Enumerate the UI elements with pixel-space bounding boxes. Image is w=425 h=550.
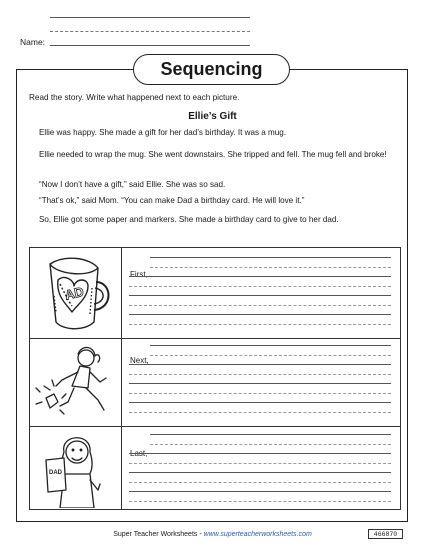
writing-line[interactable]	[150, 355, 391, 356]
row-label-first: First,	[130, 270, 148, 279]
writing-line[interactable]	[129, 482, 391, 483]
writing-line[interactable]	[129, 276, 391, 277]
worksheet-title: Sequencing	[133, 54, 290, 85]
footer-url[interactable]: www.superteacherworksheets.com	[203, 531, 312, 538]
writing-line[interactable]	[129, 314, 391, 315]
writing-line[interactable]	[129, 295, 391, 296]
writing-line[interactable]	[129, 402, 391, 403]
writing-line[interactable]	[129, 364, 391, 365]
writing-line[interactable]	[150, 345, 391, 346]
mug-text: AD	[63, 283, 86, 303]
story-paragraph-2: Ellie needed to wrap the mug. She went downstairs. She tripped and fell. The mug fell and broke!	[39, 150, 387, 159]
writing-line[interactable]	[129, 472, 391, 473]
grid-column-divider	[121, 247, 122, 510]
name-input-line[interactable]	[50, 45, 250, 46]
name-line-dashed	[50, 31, 250, 32]
worksheet-code: 466870	[368, 529, 403, 539]
writing-line[interactable]	[129, 412, 391, 413]
story-paragraph-4: “That’s ok,” said Mom. “You can make Dad a birthday card. He will love it.”	[39, 196, 305, 205]
writing-line[interactable]	[129, 501, 391, 502]
writing-line[interactable]	[129, 383, 391, 384]
writing-line[interactable]	[150, 267, 391, 268]
writing-line[interactable]	[129, 286, 391, 287]
girl-with-card-icon	[34, 430, 116, 508]
instructions: Read the story. Write what happened next to each picture.	[29, 93, 240, 102]
writing-line[interactable]	[129, 374, 391, 375]
name-line-top	[50, 17, 250, 18]
grid-row-divider-2	[29, 426, 401, 427]
row-label-next: Next,	[130, 356, 149, 365]
writing-line[interactable]	[150, 444, 391, 445]
writing-line[interactable]	[129, 491, 391, 492]
footer-brand: Super Teacher Worksheets -	[113, 531, 204, 538]
name-label: Name:	[20, 37, 46, 47]
story-title: Ellie’s Gift	[188, 111, 237, 122]
footer	[0, 531, 425, 538]
card-text: DAD	[49, 470, 62, 476]
story-paragraph-3: “Now I don’t have a gift,” said Ellie. She was so sad.	[39, 180, 226, 189]
story-paragraph-1: Ellie was happy. She made a gift for her dad’s birthday. It was a mug.	[39, 128, 286, 137]
writing-line[interactable]	[129, 453, 391, 454]
mug-icon	[36, 252, 116, 334]
writing-line[interactable]	[129, 324, 391, 325]
grid-row-divider-1	[29, 338, 401, 339]
girl-tripping-icon	[32, 342, 118, 424]
writing-line[interactable]	[129, 393, 391, 394]
writing-line[interactable]	[150, 434, 391, 435]
story-paragraph-5: So, Ellie got some paper and markers. She made a birthday card to give to her dad.	[39, 215, 339, 224]
writing-line[interactable]	[129, 305, 391, 306]
row-label-last: Last,	[130, 449, 148, 458]
writing-line[interactable]	[150, 257, 391, 258]
writing-line[interactable]	[129, 463, 391, 464]
